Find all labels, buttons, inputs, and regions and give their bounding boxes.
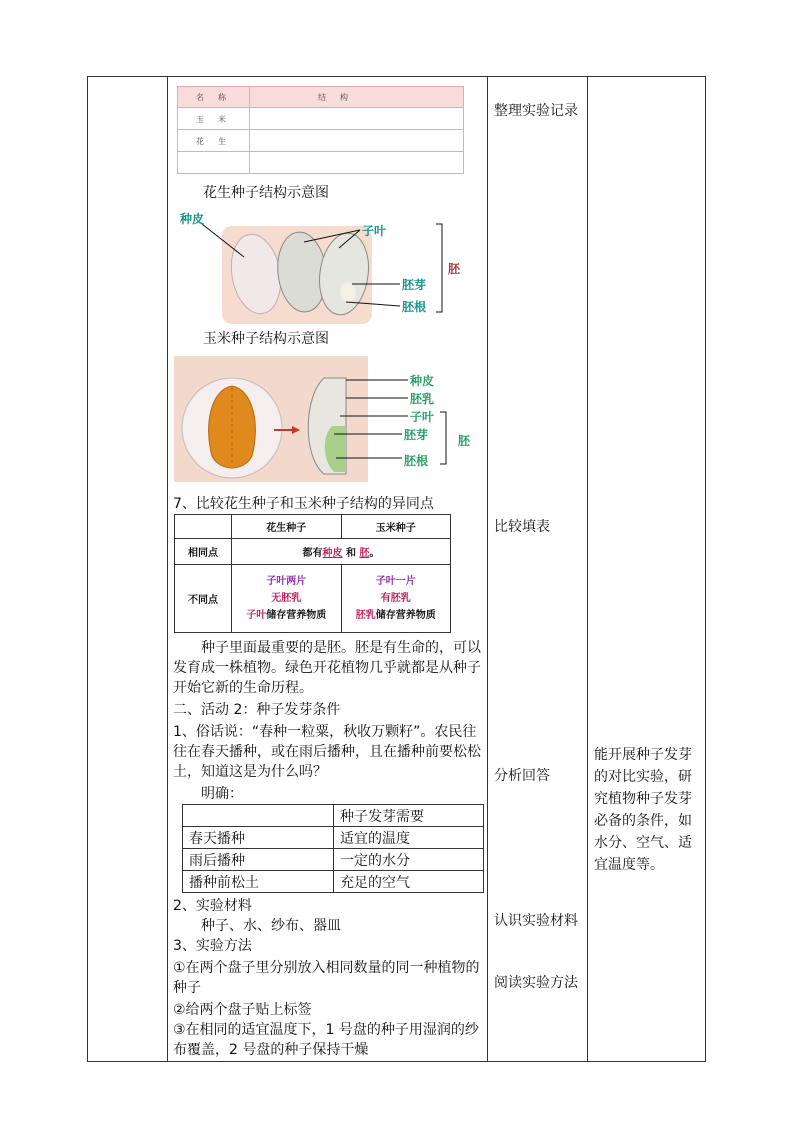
peanut-caption: 花生种子结构示意图	[203, 185, 329, 201]
peanut-label-embryo: 胚	[448, 262, 461, 276]
germination-need: 充足的空气	[334, 871, 484, 893]
peanut-label-radicle: 胚根	[402, 300, 427, 314]
compare-head-corn: 玉米种子	[341, 515, 451, 539]
germination-need: 适宜的温度	[334, 827, 484, 849]
peanut-label-cotyledon: 子叶	[362, 224, 387, 238]
student-activity-answer: 分析回答	[494, 768, 550, 784]
compare-diff-corn: 子叶一片 有胚乳 胚乳储存营养物质	[341, 565, 451, 633]
record-table	[177, 86, 464, 174]
peanut-label-plumule: 胚芽	[402, 278, 427, 292]
peanut-label-seed-coat: 种皮	[180, 212, 205, 226]
student-activity-record: 整理实验记录	[494, 103, 578, 119]
germination-cause: 播种前松土	[183, 871, 334, 893]
materials-title: 2、实验材料	[173, 898, 252, 914]
record-header-name: 名称	[196, 93, 240, 102]
record-row-peanut: 花生	[196, 137, 240, 146]
corn-label-radicle: 胚根	[404, 454, 429, 468]
compare-title: 7、比较花生种子和玉米种子结构的异同点	[173, 496, 434, 512]
germination-cause: 雨后播种	[183, 849, 334, 871]
column-divider	[167, 76, 168, 1062]
student-activity-compare: 比较填表	[494, 519, 550, 535]
compare-diff-label: 不同点	[175, 565, 232, 633]
column-divider	[587, 76, 588, 1062]
germination-cause: 春天播种	[183, 827, 334, 849]
activity-2-heading: 二、活动 2：种子发芽条件	[173, 702, 341, 718]
method-step-1: ①在两个盘子里分别放入相同数量的同一种植物的种子	[173, 960, 480, 996]
peanut-diagram	[174, 202, 474, 327]
germination-table	[182, 804, 484, 893]
question-1: 1、俗话说：“春种一粒粟，秋收万颗籽”。农民往往在春天播种，或在雨后播种，且在播种前要松松土，知道这是为什么吗？	[173, 724, 481, 780]
corn-label-embryo: 胚	[458, 434, 471, 448]
compare-same-label: 相同点	[175, 539, 232, 565]
corn-label-plumule: 胚芽	[404, 428, 429, 442]
column-divider	[487, 76, 488, 1062]
method-step-2: ②给两个盘子贴上标签	[173, 1002, 312, 1018]
compare-head-peanut: 花生种子	[232, 515, 342, 539]
germination-need: 一定的水分	[334, 849, 484, 871]
paragraph-embryo: 种子里面最重要的是胚。胚是有生命的，可以发育成一株植物。绿色开花植物几乎就都是从种子开始它新的生命历程。	[173, 640, 481, 696]
corn-label-seed-coat: 种皮	[410, 374, 435, 388]
record-header-structure: 结构	[318, 93, 362, 102]
germination-header: 种子发芽需要	[334, 805, 484, 827]
corn-label-endosperm: 胚乳	[410, 392, 435, 406]
corn-label-cotyledon: 子叶	[410, 410, 435, 424]
record-row-corn: 玉米	[196, 115, 240, 124]
design-intent: 能开展种子发芽的对比实验，研究植物种子发芽必备的条件，如水分、空气、适宜温度等。	[594, 747, 692, 873]
mingque-label: 明确：	[201, 786, 243, 802]
corn-caption: 玉米种子结构示意图	[203, 331, 329, 347]
compare-diff-peanut: 子叶两片 无胚乳 子叶储存营养物质	[232, 565, 342, 633]
compare-table	[174, 514, 451, 633]
compare-same-cell: 都有种皮 和 胚。	[232, 539, 451, 565]
method-title: 3、实验方法	[173, 938, 252, 954]
materials-items: 种子、水、纱布、器皿	[201, 918, 341, 934]
student-activity-method: 阅读实验方法	[494, 975, 578, 991]
student-activity-materials: 认识实验材料	[494, 913, 578, 929]
method-step-3: ③在相同的适宜温度下，1 号盘的种子用湿润的纱布覆盖，2 号盘的种子保持干燥	[173, 1022, 479, 1058]
